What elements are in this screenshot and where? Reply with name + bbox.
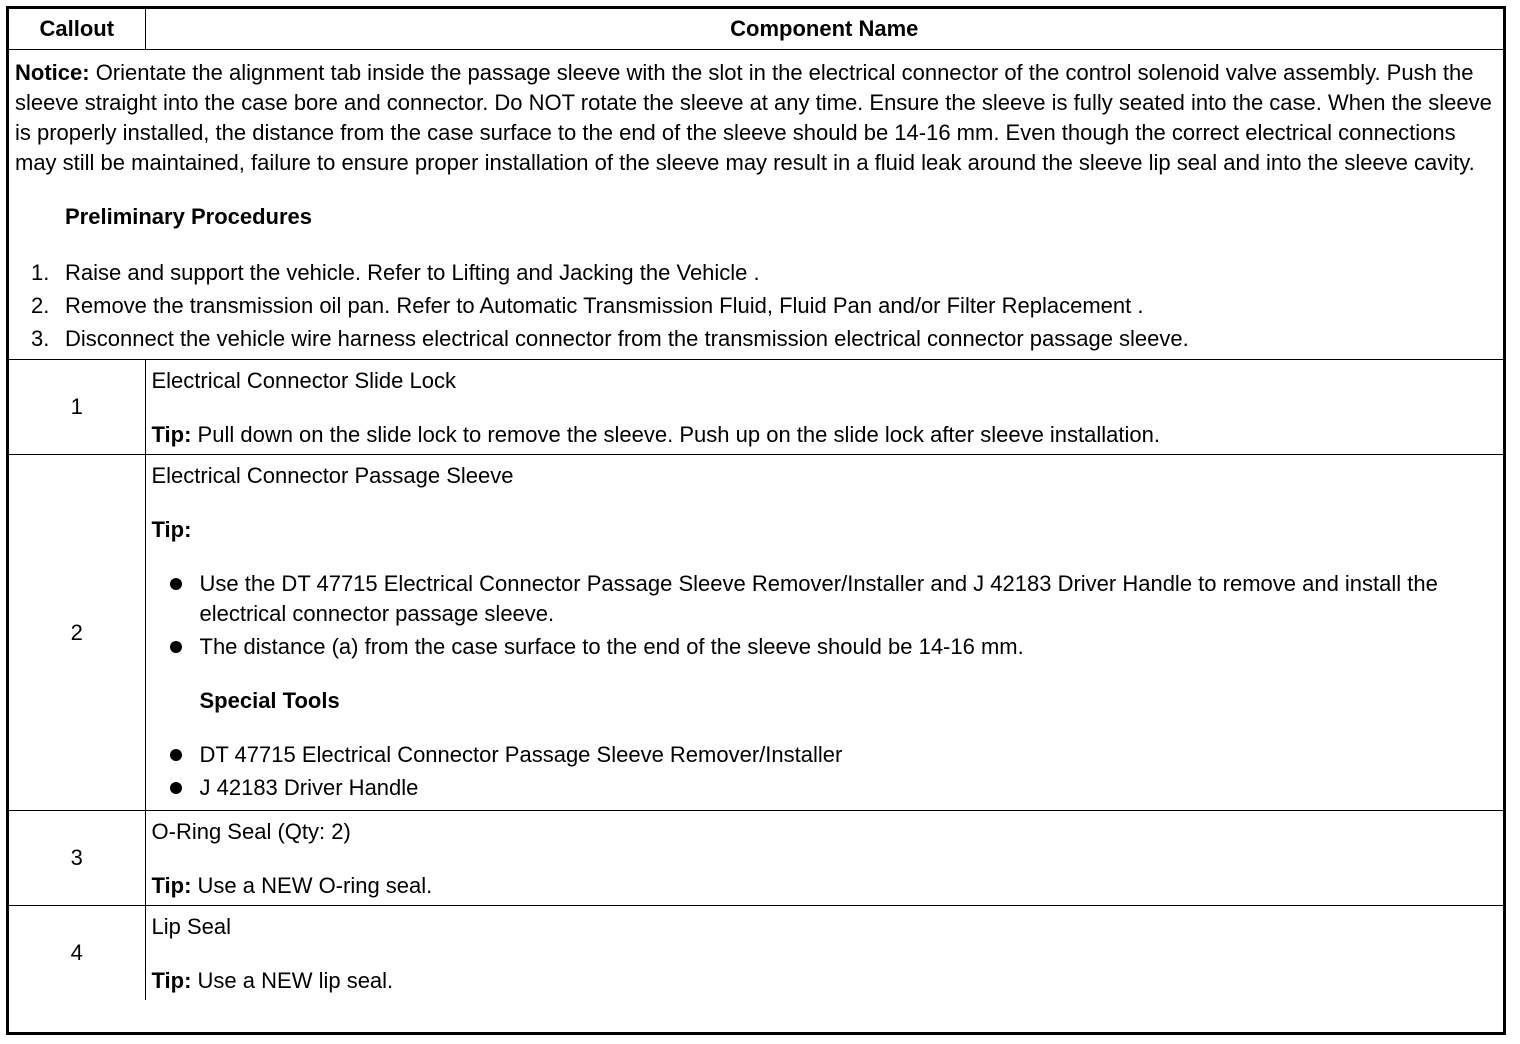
special-tools-list bbox=[152, 740, 1498, 803]
notice-cell bbox=[9, 50, 1503, 360]
component-table-frame bbox=[6, 6, 1506, 1035]
notice-paragraph bbox=[15, 58, 1497, 178]
list-item bbox=[152, 569, 1498, 629]
table-row bbox=[9, 455, 1503, 811]
step-text: Raise and support the vehicle. Refer to Lifting and Jacking the Vehicle . bbox=[65, 260, 760, 285]
tip-text: Pull down on the slide lock to remove the sleeve. Push up on the slide lock after sleeve installation. bbox=[197, 422, 1160, 447]
step-number: 3. bbox=[31, 326, 50, 351]
callout-number: 1 bbox=[9, 360, 145, 455]
bullet-text: The distance (a) from the case surface to the end of the sleeve should be 14-16 mm. bbox=[199, 634, 1024, 659]
component-table bbox=[9, 9, 1503, 1000]
special-tools-heading: Special Tools bbox=[199, 688, 340, 713]
tip-paragraph bbox=[152, 515, 1498, 545]
notice-text: Orientate the alignment tab inside the passage sleeve with the slot in the electrical connector of the control solenoid valve assembly. Push the sleeve straight into the case bore and connector. Do NOT rotate the sleeve at any time. Ensure the sleeve is fully seated into the case. When the sleeve is properly installed, the distance from the case surface to the end of the sleeve should be 14-16 mm. Even though the correct electrical connections may still be maintained, failure to ensure proper installation of the sleeve may result in a fluid leak around the sleeve lip seal and into the sleeve cavity. bbox=[15, 60, 1492, 175]
tip-paragraph bbox=[152, 966, 1498, 996]
component-cell bbox=[145, 811, 1503, 906]
step-text: Remove the transmission oil pan. Refer to Automatic Transmission Fluid, Fluid Pan and/or Filter Replacement . bbox=[65, 293, 1144, 318]
callout-number: 3 bbox=[9, 811, 145, 906]
tip-label: Tip: bbox=[151, 968, 192, 993]
bullet-icon bbox=[170, 749, 182, 761]
list-item bbox=[15, 322, 1497, 355]
list-item bbox=[152, 773, 1498, 803]
step-number: 1. bbox=[31, 260, 50, 285]
list-item bbox=[152, 740, 1498, 770]
component-name: O-Ring Seal (Qty: 2) bbox=[151, 819, 351, 844]
component-cell bbox=[145, 455, 1503, 811]
component-cell bbox=[145, 906, 1503, 1001]
step-text: Disconnect the vehicle wire harness electrical connector from the transmission electrical connector passage sleeve. bbox=[65, 326, 1189, 351]
header-component-name: Component Name bbox=[145, 9, 1503, 50]
callout-number: 2 bbox=[9, 455, 145, 811]
component-cell bbox=[145, 360, 1503, 455]
header-callout: Callout bbox=[9, 9, 145, 50]
list-item bbox=[15, 289, 1497, 322]
tool-text: DT 47715 Electrical Connector Passage Sleeve Remover/Installer bbox=[199, 742, 843, 767]
preliminary-steps bbox=[15, 256, 1497, 355]
tip-text: Use a NEW O-ring seal. bbox=[197, 873, 433, 898]
bullet-icon bbox=[170, 578, 182, 590]
tool-text: J 42183 Driver Handle bbox=[199, 775, 419, 800]
list-item bbox=[15, 256, 1497, 289]
bullet-icon bbox=[170, 782, 182, 794]
bullet-icon bbox=[170, 641, 182, 653]
tip-paragraph bbox=[152, 420, 1498, 450]
callout-number: 4 bbox=[9, 906, 145, 1001]
notice-row bbox=[9, 50, 1503, 360]
tip-label: Tip: bbox=[151, 422, 192, 447]
component-name: Electrical Connector Passage Sleeve bbox=[151, 463, 514, 488]
step-number: 2. bbox=[31, 293, 50, 318]
table-row bbox=[9, 360, 1503, 455]
table-row bbox=[9, 906, 1503, 1001]
tip-label: Tip: bbox=[151, 873, 192, 898]
tip-bullets bbox=[152, 569, 1498, 662]
tip-label: Tip: bbox=[151, 517, 192, 542]
table-row bbox=[9, 811, 1503, 906]
table-header-row bbox=[9, 9, 1503, 50]
tip-text: Use a NEW lip seal. bbox=[197, 968, 394, 993]
component-name: Lip Seal bbox=[151, 914, 232, 939]
component-name: Electrical Connector Slide Lock bbox=[151, 368, 456, 393]
list-item bbox=[152, 632, 1498, 662]
tip-paragraph bbox=[152, 871, 1498, 901]
preliminary-heading: Preliminary Procedures bbox=[65, 204, 313, 229]
bullet-text: Use the DT 47715 Electrical Connector Passage Sleeve Remover/Installer and J 42183 Driver Handle to remove and install the electrical connector passage sleeve. bbox=[199, 571, 1438, 626]
notice-label: Notice: bbox=[15, 60, 90, 85]
